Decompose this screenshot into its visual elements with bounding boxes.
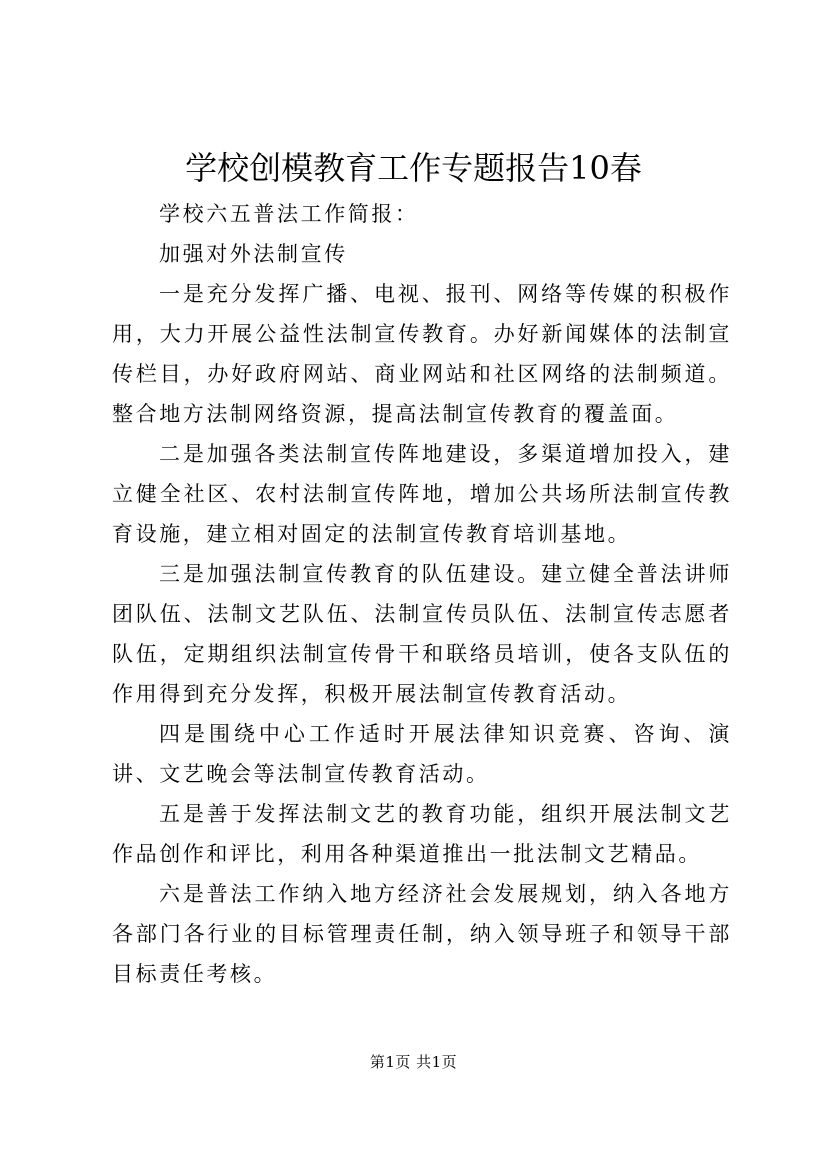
paragraph-item-3: 三是加强法制宣传教育的队伍建设。建立健全普法讲师团队伍、法制文艺队伍、法制宣传员队伍、法制宣传志愿者队伍，定期组织法制宣传骨干和联络员培训，使各支队伍的作用得到充分发挥，积极开展法制宣传教育活动。	[112, 562, 732, 706]
paragraph-intro: 学校六五普法工作简报：	[159, 202, 419, 226]
document-title: 学校创模教育工作专题报告10春	[185, 149, 642, 187]
page-number-footer: 第1页 共1页	[369, 1053, 458, 1071]
paragraph-item-1: 一是充分发挥广播、电视、报刊、网络等传媒的积极作用，大力开展公益性法制宣传教育。办好新闻媒体的法制宣传栏目，办好政府网站、商业网站和社区网络的法制频道。整合地方法制网络资源，提高法制宣传教育的覆盖面。	[112, 282, 732, 426]
paragraph-item-5: 五是善于发挥法制文艺的教育功能，组织开展法制文艺作品创作和评比，利用各种渠道推出一批法制文艺精品。	[112, 802, 732, 866]
document-body	[112, 194, 732, 994]
paragraph-item-6: 六是普法工作纳入地方经济社会发展规划，纳入各地方各部门各行业的目标管理责任制，纳入领导班子和领导干部目标责任考核。	[112, 882, 732, 986]
paragraph-item-2: 二是加强各类法制宣传阵地建设，多渠道增加投入，建立健全社区、农村法制宣传阵地，增加公共场所法制宣传教育设施，建立相对固定的法制宣传教育培训基地。	[112, 442, 732, 546]
paragraph-item-4: 四是围绕中心工作适时开展法律知识竞赛、咨询、演讲、文艺晚会等法制宣传教育活动。	[112, 722, 732, 786]
paragraph-heading: 加强对外法制宣传	[159, 242, 348, 266]
